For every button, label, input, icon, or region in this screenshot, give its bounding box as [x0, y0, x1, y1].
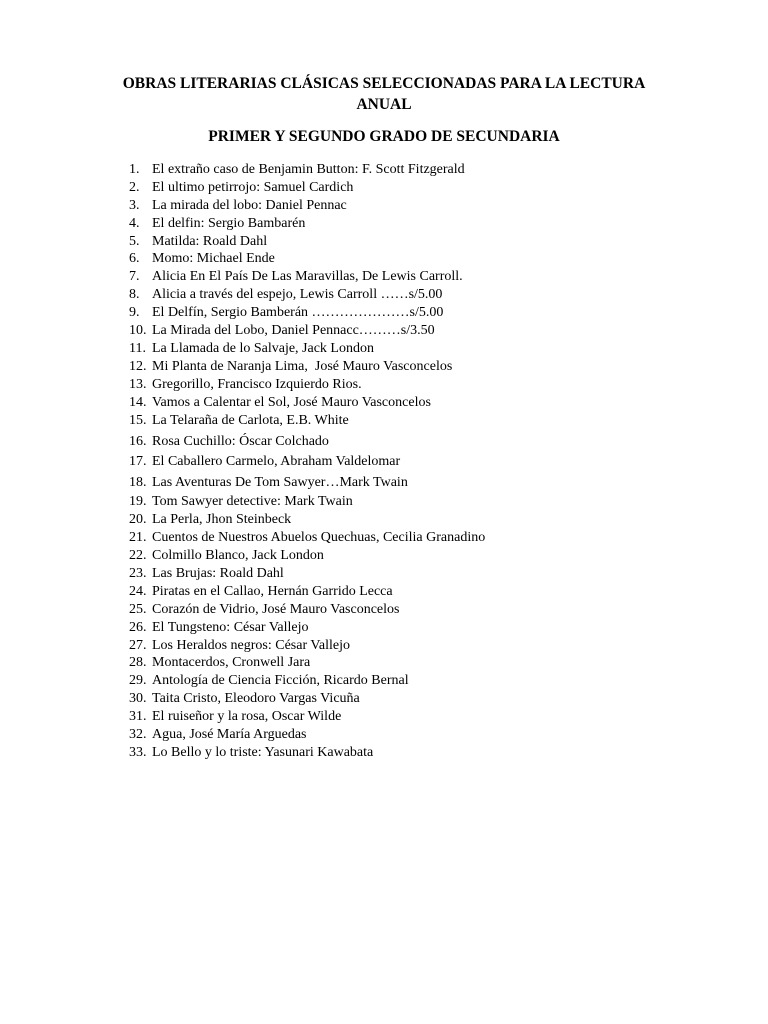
list-item — [129, 340, 485, 358]
list-item-text: Lo Bello y lo triste: Yasunari Kawabata — [152, 744, 374, 760]
list-item-text: Colmillo Blanco, Jack London — [152, 548, 324, 564]
list-item-text: La Llamada de lo Salvaje, Jack London — [152, 340, 374, 356]
list-item-text: El Caballero Carmelo, Abraham Valdelomar — [152, 454, 401, 470]
list-item-number: 12. — [129, 358, 147, 374]
list-item — [129, 233, 485, 251]
list-item — [129, 394, 485, 412]
list-item-text: La Telaraña de Carlota, E.B. White — [152, 413, 349, 429]
list-item — [129, 161, 485, 179]
list-item-number: 8. — [129, 287, 140, 303]
list-item-text: Alicia En El País De Las Maravillas, De Lewis Carroll. — [152, 269, 463, 285]
book-list — [129, 161, 485, 762]
list-item — [129, 286, 485, 304]
list-item — [129, 179, 485, 197]
list-item-text: Piratas en el Callao, Hernán Garrido Lecca — [152, 583, 393, 599]
list-item-text: Momo: Michael Ende — [152, 251, 275, 267]
list-item-text: Vamos a Calentar el Sol, José Mauro Vasconcelos — [152, 394, 431, 410]
list-item-number: 15. — [129, 413, 147, 429]
list-item-text: Cuentos de Nuestros Abuelos Quechuas, Cecilia Granadino — [152, 530, 486, 546]
list-item — [129, 529, 485, 547]
list-item-number: 23. — [129, 566, 147, 582]
list-item-text: Matilda: Roald Dahl — [152, 233, 268, 249]
list-item-number: 32. — [129, 727, 147, 743]
list-item-number: 30. — [129, 691, 147, 707]
list-item-text: Las Brujas: Roald Dahl — [152, 566, 284, 582]
list-item-number: 21. — [129, 530, 147, 546]
document-title: OBRAS LITERARIAS CLÁSICAS SELECCIONADAS PARA LA LECTURA ANUAL — [122, 75, 646, 113]
list-item-number: 29. — [129, 673, 147, 689]
list-item — [129, 547, 485, 565]
list-item — [129, 565, 485, 583]
list-item-number: 9. — [129, 305, 140, 321]
list-item — [129, 511, 485, 529]
list-item — [129, 690, 485, 708]
list-item-number: 31. — [129, 709, 147, 725]
list-item-number: 26. — [129, 619, 147, 635]
list-item — [129, 654, 485, 672]
list-item — [129, 583, 485, 601]
list-item-text: Las Aventuras De Tom Sawyer…Mark Twain — [152, 474, 408, 490]
list-item — [129, 726, 485, 744]
list-item — [129, 672, 485, 690]
list-item — [129, 744, 485, 762]
list-item-number: 24. — [129, 583, 147, 599]
list-item-text: El ruiseñor y la rosa, Oscar Wilde — [152, 709, 342, 725]
list-item-text: La Mirada del Lobo, Daniel Pennacc………s/3.50 — [152, 323, 435, 339]
list-item — [129, 452, 485, 473]
list-item — [129, 358, 485, 376]
list-item-number: 5. — [129, 233, 140, 249]
list-item-number: 20. — [129, 512, 147, 528]
list-item — [129, 637, 485, 655]
list-item-number: 16. — [129, 433, 147, 449]
list-item — [129, 708, 485, 726]
list-item-number: 3. — [129, 197, 140, 213]
document-subtitle: PRIMER Y SEGUNDO GRADO DE SECUNDARIA — [208, 128, 560, 145]
list-item-number: 33. — [129, 744, 147, 760]
list-item — [129, 376, 485, 394]
list-item-text: Taita Cristo, Eleodoro Vargas Vicuña — [152, 691, 360, 707]
list-item-text: Alicia a través del espejo, Lewis Carroll ……s/5.00 — [152, 287, 443, 303]
list-item-number: 28. — [129, 655, 147, 671]
list-item-number: 4. — [129, 215, 140, 231]
list-item-text: El Delfín, Sergio Bamberán …………………s/5.00 — [152, 305, 444, 321]
list-item — [129, 601, 485, 619]
list-item-text: El ultimo petirrojo: Samuel Cardich — [152, 179, 354, 195]
list-item-number: 22. — [129, 548, 147, 564]
list-item — [129, 215, 485, 233]
list-item-number: 14. — [129, 394, 147, 410]
list-item — [129, 197, 485, 215]
list-item — [129, 432, 485, 453]
list-item-text: Montacerdos, Cronwell Jara — [152, 655, 311, 671]
list-item-text: El Tungsteno: César Vallejo — [152, 619, 309, 635]
list-item-number: 1. — [129, 162, 140, 177]
list-item-number: 25. — [129, 601, 147, 617]
list-item-text: El delfin: Sergio Bambarén — [152, 215, 306, 231]
list-item-text: Gregorillo, Francisco Izquierdo Rios. — [152, 376, 362, 392]
list-item — [129, 493, 485, 511]
list-item-number: 19. — [129, 494, 147, 510]
list-item-text: Agua, José María Arguedas — [152, 727, 307, 743]
list-item-text: Mi Planta de Naranja Lima, José Mauro Vasconcelos — [152, 358, 453, 374]
list-item-text: Rosa Cuchillo: Óscar Colchado — [152, 433, 329, 449]
list-item-text: Tom Sawyer detective: Mark Twain — [152, 494, 353, 510]
list-item — [129, 473, 485, 494]
list-item-number: 27. — [129, 637, 147, 653]
list-item — [129, 322, 485, 340]
list-item-number: 18. — [129, 474, 147, 490]
list-item-text: Los Heraldos negros: César Vallejo — [152, 637, 351, 653]
list-item — [129, 250, 485, 268]
list-item — [129, 304, 485, 322]
list-item-text: El extraño caso de Benjamin Button: F. Scott Fitzgerald — [152, 162, 465, 177]
list-item-text: La Perla, Jhon Steinbeck — [152, 512, 292, 528]
list-item — [129, 268, 485, 286]
list-item-number: 13. — [129, 376, 147, 392]
list-item-number: 7. — [129, 269, 140, 285]
list-item-number: 11. — [129, 340, 146, 356]
list-item-number: 10. — [129, 323, 147, 339]
list-item — [129, 619, 485, 637]
list-item-text: Corazón de Vidrio, José Mauro Vasconcelos — [152, 601, 400, 617]
list-item-text: La mirada del lobo: Daniel Pennac — [152, 197, 347, 213]
list-item-number: 6. — [129, 251, 140, 267]
list-item-text: Antología de Ciencia Ficción, Ricardo Bernal — [152, 673, 409, 689]
list-item — [129, 411, 485, 432]
list-item-number: 17. — [129, 454, 147, 470]
list-item-number: 2. — [129, 179, 140, 195]
